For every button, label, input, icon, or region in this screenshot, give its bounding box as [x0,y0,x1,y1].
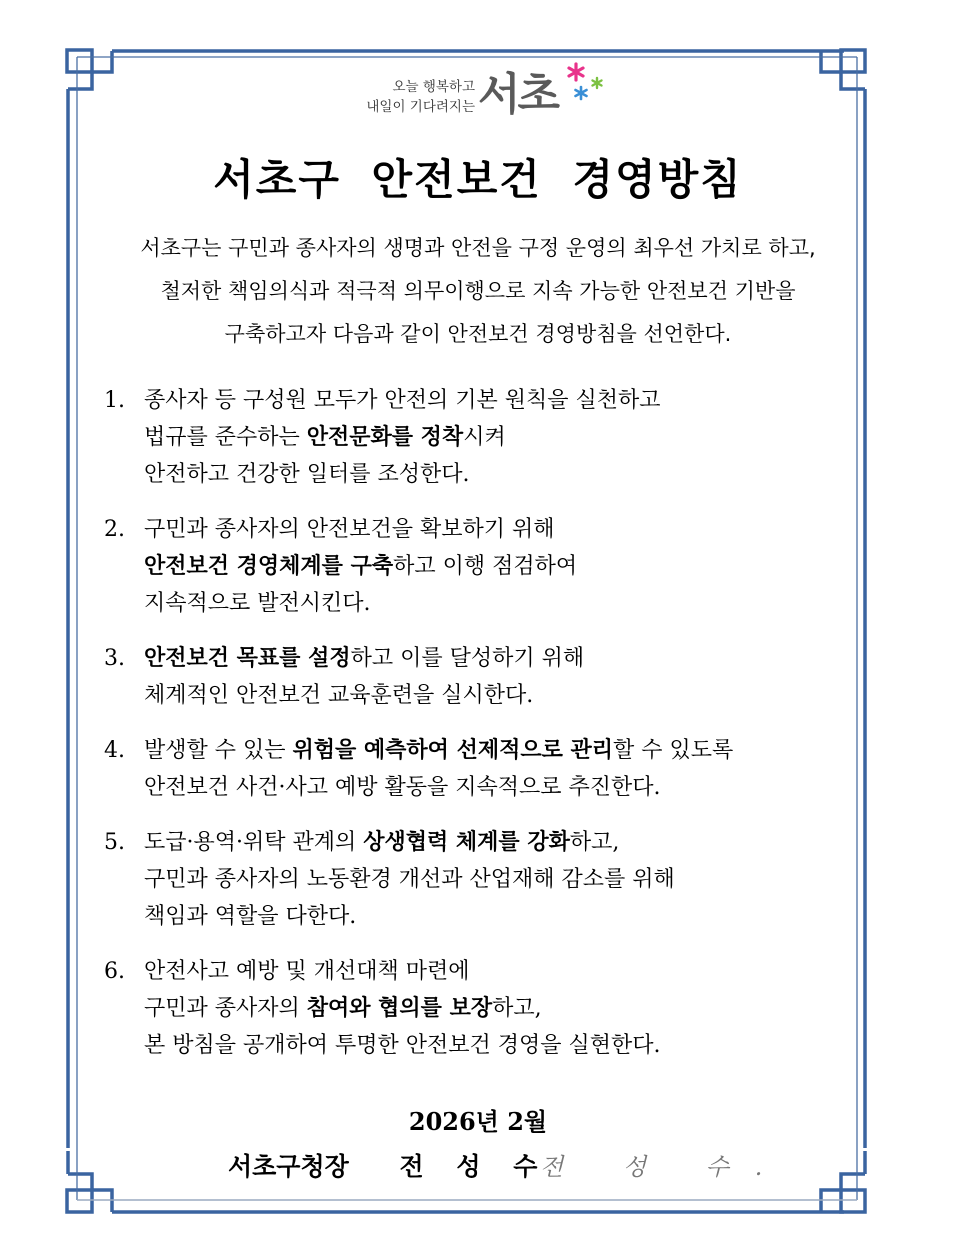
page-title: 서초구 안전보건 경영방침 [213,155,743,204]
policy-item-number: 4. [104,738,125,763]
policy-item-line [104,511,864,548]
policy-item-line [104,548,864,585]
policy-text: 구민과 종사자의 노동환경 개선과 산업재해 감소를 위해 [144,867,675,892]
policy-text: 하고, [492,996,542,1021]
policy-item-line [104,990,864,1027]
logo-brand-text: 서초 [478,69,558,120]
policy-item-line [104,769,864,806]
intro-line: 철저한 책임의식과 적극적 의무이행으로 지속 가능한 안전보건 기반을 [160,279,796,303]
logo-stars-icon [565,62,611,106]
policy-item-4 [104,732,864,806]
emphasized-text: 안전보건 목표를 설정 [144,646,351,671]
policy-text: 할 수 있도록 [613,738,734,763]
policy-item-line [104,861,864,898]
policy-item-line [104,732,864,769]
policy-item-1 [104,382,864,493]
policy-item-line [104,953,864,990]
policy-text: 하고, [569,830,620,855]
policy-item-5 [104,824,864,935]
signer-title: 서초구청장 [228,1152,349,1181]
policy-list [104,382,864,1082]
seocho-logo [355,62,605,124]
emphasized-text: 안전문화를 정착 [306,425,464,450]
policy-item-number: 6. [104,959,125,984]
policy-text: 안전하고 건강한 일터를 조성한다. [144,462,470,487]
policy-item-line [104,1027,864,1064]
policy-text: 안전보건 사건·사고 예방 활동을 지속적으로 추진한다. [144,775,661,800]
policy-item-number: 3. [104,646,125,671]
policy-text: 도급·용역·위탁 관계의 [144,830,364,855]
policy-item-line [104,382,864,419]
handwritten-signature: 전 성 수. [540,1153,789,1181]
policy-text: 법규를 준수하는 [144,425,307,450]
policy-text: 안전사고 예방 및 개선대책 마련에 [144,959,470,984]
logo-slogan-line2: 내일이 기다려지는 [366,99,475,115]
issue-date: 2026년 2월 [408,1107,548,1136]
policy-item-line [104,585,864,622]
policy-text: 체계적인 안전보건 교육훈련을 실시한다. [144,683,534,708]
policy-text: 본 방침을 공개하여 투명한 안전보건 경영을 실현한다. [144,1033,661,1058]
policy-item-6 [104,953,864,1064]
policy-item-line [104,824,864,861]
signer-block [228,1142,549,1192]
policy-item-number: 1. [104,388,125,413]
policy-item-line [104,898,864,935]
policy-item-line [104,640,864,677]
emphasized-text: 위험을 예측하여 선제적으로 관리 [292,738,614,763]
policy-text: 책임과 역할을 다한다. [144,904,357,929]
policy-text: 하고 이행 점검하여 [393,554,578,579]
intro-line: 구축하고자 다음과 같이 안전보건 경영방침을 선언한다. [224,322,732,346]
policy-text: 지속적으로 발전시킨다. [144,591,371,616]
intro-paragraph [0,227,956,356]
policy-item-3 [104,640,864,714]
policy-item-number: 5. [104,830,125,855]
policy-item-line [104,456,864,493]
policy-text: 구민과 종사자의 [144,996,307,1021]
policy-item-number: 2. [104,517,125,542]
policy-text: 시켜 [463,425,506,450]
emphasized-text: 안전보건 경영체계를 구축 [144,554,394,579]
intro-line: 서초구는 구민과 종사자의 생명과 안전을 구정 운영의 최우선 가치로 하고, [140,236,816,260]
policy-text: 하고 이를 달성하기 위해 [350,646,585,671]
policy-text: 구민과 종사자의 안전보건을 확보하기 위해 [144,517,555,542]
emphasized-text: 상생협력 체계를 강화 [363,830,570,855]
policy-text: 종사자 등 구성원 모두가 안전의 기본 원칙을 실천하고 [144,388,661,413]
policy-item-line [104,677,864,714]
policy-text: 발생할 수 있는 [144,738,293,763]
policy-item-2 [104,511,864,622]
logo-slogan-line1: 오늘 행복하고 [392,79,475,95]
emphasized-text: 참여와 협의를 보장 [306,996,493,1021]
signer-name: 전 성 수 [399,1152,550,1181]
policy-item-line [104,419,864,456]
